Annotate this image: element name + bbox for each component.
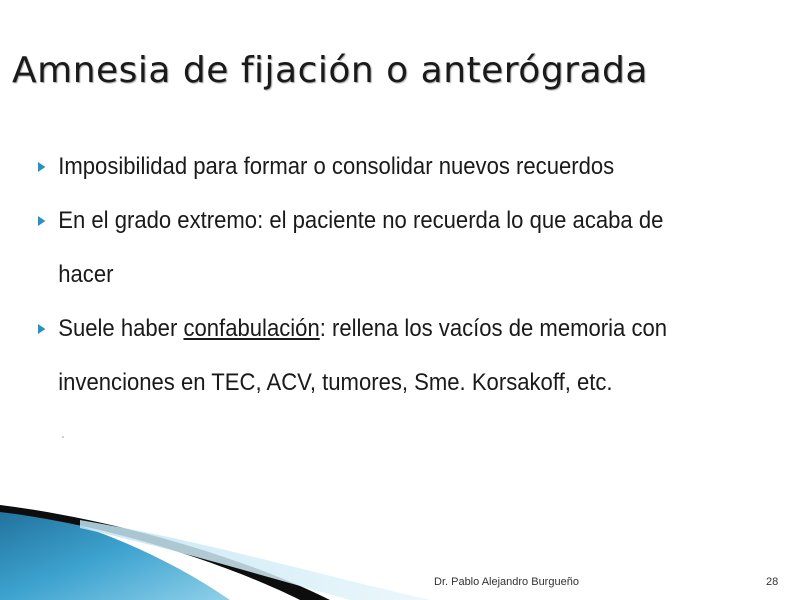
page-number: 28 [766,576,779,588]
bullet-text-prefix: Suele haber [58,315,184,342]
bullet-text-line1: En el grado extremo: el paciente no recuerda lo que acaba de [58,207,664,234]
bullet-list [38,140,758,410]
triangle-right-icon [38,324,45,334]
footer-author: Dr. Pablo Alejandro Burgueño [434,576,579,588]
bullet-text-line2: hacer [58,261,114,288]
bullet-text: Imposibilidad para formar o consolidar nuevos recuerdos [58,153,615,180]
triangle-right-icon [38,162,45,172]
bullet-item-1 [38,140,700,194]
bullet-text-suffix: : rellena los vacíos de memoria con [319,315,668,342]
bullet-item-2 [38,194,700,302]
faint-dot-decoration [62,436,64,438]
triangle-right-icon [38,216,45,226]
underlined-term: confabulación [183,315,320,342]
bullet-text-line2: invenciones en TEC, ACV, tumores, Sme. Korsakoff, etc. [58,369,613,396]
slide-title: Amnesia de fijación o anterógrada [12,50,648,91]
bullet-item-3 [38,302,700,410]
